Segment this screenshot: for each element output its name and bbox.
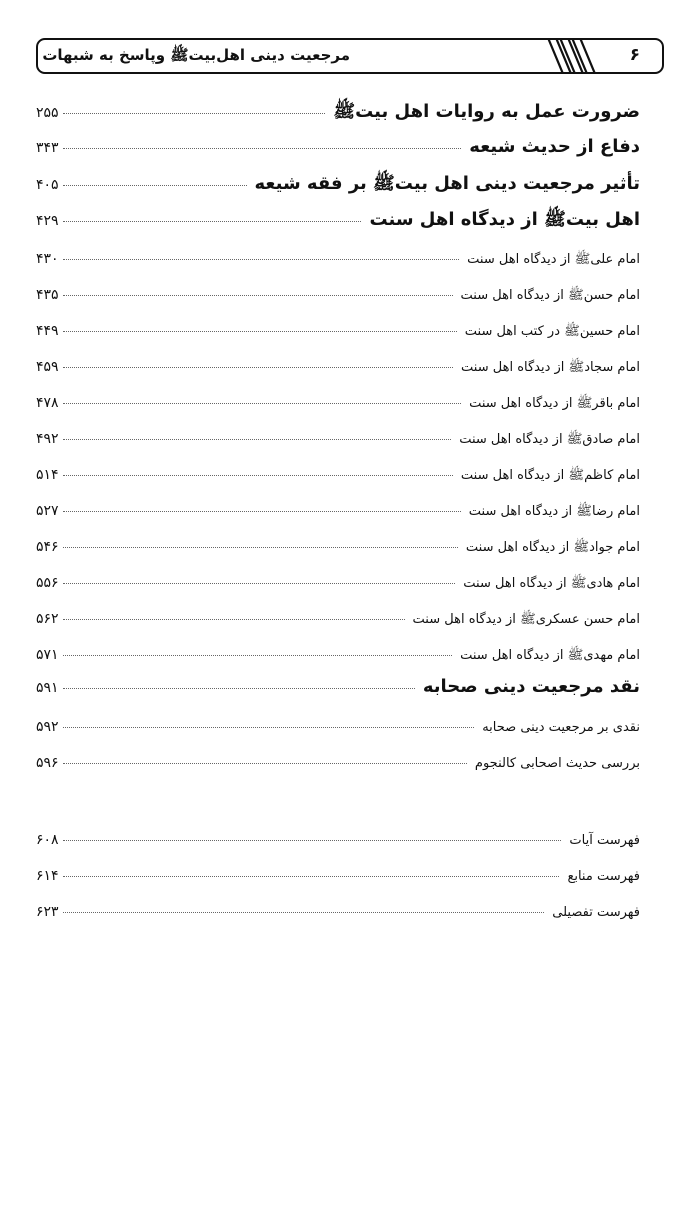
toc-entry-title: اهل بیتﷺ از دیدگاه اهل سنت (369, 209, 640, 230)
toc-entry-title: امام باقرﷺ از دیدگاه اهل سنت (469, 396, 640, 411)
toc-entry-title: بررسی حدیث اصحابی کالنجوم (474, 756, 640, 771)
toc-entry-page: ۳۴۳ (36, 140, 59, 156)
dot-leader (63, 439, 452, 440)
toc-entry[interactable] (36, 494, 640, 530)
toc-entry[interactable] (36, 98, 640, 134)
dot-leader (63, 221, 362, 222)
toc-entry-title: امام هادیﷺ از دیدگاه اهل سنت (463, 576, 640, 591)
toc-entry-title: امام جوادﷺ از دیدگاه اهل سنت (465, 540, 640, 555)
dot-leader (63, 259, 460, 260)
toc-entry-page: ۵۲۷ (36, 503, 59, 519)
toc-entry-title: امام سجادﷺ از دیدگاه اهل سنت (461, 360, 640, 375)
toc-entry-title: امام حسینﷺ در کتب اهل سنت (464, 324, 640, 339)
dot-leader (63, 583, 456, 584)
toc-entry[interactable] (36, 242, 640, 278)
toc-entry-title: تأثیر مرجعیت دینی اهل بیتﷺ بر فقه شیعه (254, 173, 640, 194)
dot-leader (63, 619, 405, 620)
dot-leader (63, 655, 453, 656)
toc-entry-title: امام علیﷺ از دیدگاه اهل سنت (467, 252, 640, 267)
toc-entry[interactable] (36, 278, 640, 314)
toc-entry-title: فهرست آیات (569, 833, 640, 848)
header-stripes-ornament (540, 38, 600, 74)
toc-entry-page: ۴۳۰ (36, 251, 59, 267)
toc-entry[interactable] (36, 314, 640, 350)
toc-entry-title: امام صادقﷺ از دیدگاه اهل سنت (459, 432, 640, 447)
toc-entry-page: ۵۴۶ (36, 539, 59, 555)
toc-entry-title: ضرورت عمل به روایات اهل بیتﷺ (333, 101, 640, 122)
toc-entry-title: نقد مرجعیت دینی صحابه (422, 676, 640, 697)
toc-entry-page: ۶۲۳ (36, 904, 59, 920)
dot-leader (63, 547, 458, 548)
toc-entry-page: ۴۹۲ (36, 431, 59, 447)
toc-entry-page: ۲۵۵ (36, 105, 59, 121)
toc-entry-page: ۵۹۲ (36, 719, 59, 735)
dot-leader (63, 367, 453, 368)
dot-leader (63, 331, 457, 332)
dot-leader (63, 403, 462, 404)
dot-leader (63, 148, 462, 149)
toc-spacer (36, 782, 640, 823)
toc-entry[interactable] (36, 530, 640, 566)
toc-entry-title: نقدی بر مرجعیت دینی صحابه (482, 720, 640, 735)
toc-entry-page: ۴۰۵ (36, 177, 59, 193)
dot-leader (63, 295, 453, 296)
toc-entry-page: ۶۰۸ (36, 832, 59, 848)
toc-entry[interactable] (36, 170, 640, 206)
dot-leader (63, 763, 467, 764)
toc-entry-page: ۶۱۴ (36, 868, 59, 884)
toc-entry[interactable] (36, 823, 640, 859)
toc-entry[interactable] (36, 422, 640, 458)
dot-leader (63, 912, 545, 913)
toc-entry[interactable] (36, 638, 640, 674)
toc-entry-page: ۵۷۱ (36, 647, 59, 663)
toc-entry[interactable] (36, 566, 640, 602)
toc-entry-title: امام مهدیﷺ از دیدگاه اهل سنت (460, 648, 640, 663)
toc-entry[interactable] (36, 674, 640, 710)
dot-leader (63, 475, 453, 476)
toc-entry-page: ۴۴۹ (36, 323, 59, 339)
toc-entry-title: فهرست تفصیلی (552, 905, 640, 920)
dot-leader (63, 511, 461, 512)
toc-entry-title: امام حسن عسکریﷺ از دیدگاه اهل سنت (412, 612, 640, 627)
toc-entry-page: ۴۳۵ (36, 287, 59, 303)
toc-entry-page: ۵۹۱ (36, 680, 59, 696)
dot-leader (63, 113, 326, 114)
table-of-contents (36, 98, 640, 931)
toc-entry-page: ۵۶۲ (36, 611, 59, 627)
toc-entry[interactable] (36, 386, 640, 422)
toc-entry[interactable] (36, 602, 640, 638)
toc-entry-page: ۴۵۹ (36, 359, 59, 375)
dot-leader (63, 185, 247, 186)
running-title: مرجعیت دینی اهل‌بیتﷺ وپاسخ به شبهات (42, 46, 350, 64)
toc-entry-title: امام حسنﷺ از دیدگاه اهل سنت (460, 288, 640, 303)
toc-entry-title: امام رضاﷺ از دیدگاه اهل سنت (468, 504, 640, 519)
page-number: ۶ (629, 45, 640, 65)
dot-leader (63, 727, 475, 728)
toc-entry-page: ۵۹۶ (36, 755, 59, 771)
toc-entry[interactable] (36, 206, 640, 242)
toc-entry[interactable] (36, 134, 640, 170)
toc-entry-page: ۴۷۸ (36, 395, 59, 411)
toc-entry-title: دفاع از حدیث شیعه (469, 136, 640, 157)
toc-entry[interactable] (36, 710, 640, 746)
toc-entry[interactable] (36, 350, 640, 386)
dot-leader (63, 688, 415, 689)
toc-entry-page: ۴۲۹ (36, 213, 59, 229)
dot-leader (63, 840, 562, 841)
dot-leader (63, 876, 560, 877)
toc-entry[interactable] (36, 859, 640, 895)
running-header (36, 38, 664, 74)
toc-entry[interactable] (36, 895, 640, 931)
toc-entry[interactable] (36, 458, 640, 494)
toc-entry-title: امام کاظمﷺ از دیدگاه اهل سنت (460, 468, 640, 483)
toc-entry-page: ۵۱۴ (36, 467, 59, 483)
toc-entry-title: فهرست منابع (567, 869, 640, 884)
toc-entry[interactable] (36, 746, 640, 782)
toc-entry-page: ۵۵۶ (36, 575, 59, 591)
